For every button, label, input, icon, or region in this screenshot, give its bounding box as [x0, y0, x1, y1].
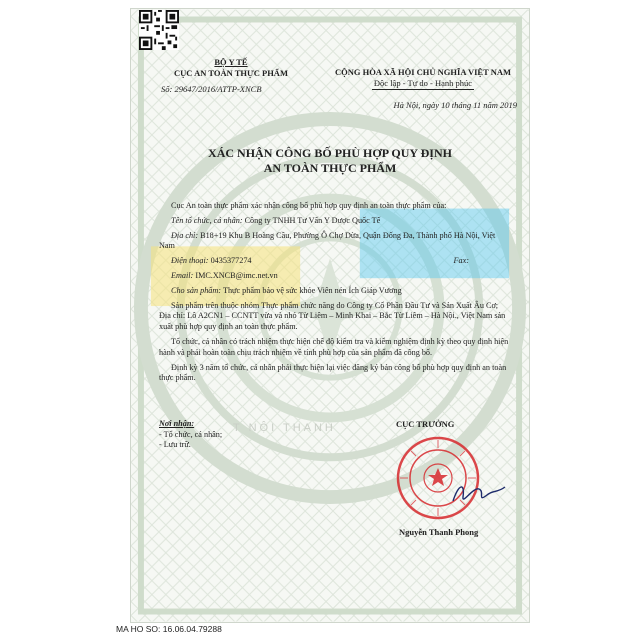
national-header	[323, 67, 523, 111]
signatory-title: CỤC TRƯỞNG	[396, 419, 455, 429]
organization-value: Công ty TNHH Tư Vấn Y Dược Quốc Tế	[242, 215, 381, 225]
responsibility-paragraph: Tổ chức, cá nhân có trách nhiệm thực hiện chế độ kiểm tra và kiểm nghiệm định kỳ theo quy định hiện hành và phải hoàn toàn chịu trách nhiệm về tính phù hợp của sản phẩm đã công bố.	[159, 336, 509, 357]
title-line-1: XÁC NHẬN CÔNG BỐ PHÙ HỢP QUY ĐỊNH	[208, 146, 452, 160]
document-number: Số: 29647/2016/ATTP-XNCB	[161, 84, 262, 94]
email-label: Email:	[171, 270, 194, 280]
organization-label: Tên tổ chức, cá nhân:	[171, 215, 243, 225]
address-label: Địa chỉ:	[171, 230, 199, 240]
phone-value: 0435377274	[208, 256, 252, 266]
phone-fax-line	[159, 256, 509, 267]
email-line	[159, 271, 509, 282]
document-body	[159, 201, 509, 388]
recipient-item: - Lưu trữ.	[159, 440, 191, 449]
document-title	[131, 146, 529, 176]
product-line	[159, 286, 509, 297]
issuing-authority	[161, 57, 301, 95]
product-label: Cho sản phẩm:	[171, 285, 222, 295]
national-motto: Độc lập - Tự do - Hạnh phúc	[373, 78, 473, 88]
signer-name: Nguyễn Thanh Phong	[399, 527, 479, 537]
address-line	[159, 231, 509, 253]
ministry-name: BỘ Y TẾ	[214, 57, 248, 67]
handwritten-signature	[449, 479, 509, 509]
recipients-block	[159, 419, 222, 451]
title-line-2: AN TOÀN THỰC PHẨM	[263, 161, 397, 175]
recipient-item: - Tổ chức, cá nhân;	[159, 429, 223, 439]
manufacturer-paragraph: Sản phẩm trên thuộc nhóm Thực phẩm chức năng do Công ty Cổ Phần Đầu Tư và Sản Xuất Âu Cơ; Địa chỉ: Lô A2CN1 – CCNTT vừa và nhỏ Từ Liêm – Minh Khai – Bắc Từ Liêm – Hà Nội., Việt Nam sản xuất phù hợp quy định an toàn thực phẩm.	[159, 300, 506, 332]
issue-date: Hà Nội, ngày 10 tháng 11 năm 2019	[393, 100, 517, 110]
watermark-text: T NỘI THANH	[233, 422, 336, 434]
address-value: B18+19 Khu B Hoàng Cầu, Phường Ô Chợ Dừa, Quận Đống Đa, Thành phố Hà Nội, Việt Nam	[159, 230, 496, 251]
phone-label: Điện thoại:	[171, 256, 209, 266]
fax-label: Fax:	[453, 256, 469, 266]
email-value: IMC.XNCB@imc.net.vn	[193, 270, 278, 280]
certificate-document	[130, 8, 530, 623]
intro-text: Cục An toàn thực phẩm xác nhận công bố phù hợp quy định an toàn thực phẩm của:	[171, 201, 447, 210]
organization-line	[159, 216, 509, 227]
nation-name: CỘNG HÒA XÃ HỘI CHỦ NGHĨA VIỆT NAM	[334, 67, 512, 77]
dossier-code: MA HO SO: 16.06.04.79288	[116, 624, 222, 634]
renewal-paragraph: Định kỳ 3 năm tổ chức, cá nhân phải thực hiện lại việc đăng ký bản công bố phù hợp quy định an toàn thực phẩm.	[159, 362, 507, 383]
department-name: CỤC AN TOÀN THỰC PHẨM	[174, 68, 288, 78]
product-value: Thực phẩm bảo vệ sức khỏe Viên nén Ích Giáp Vương	[221, 285, 402, 295]
recipients-title: Nơi nhận:	[159, 419, 195, 428]
